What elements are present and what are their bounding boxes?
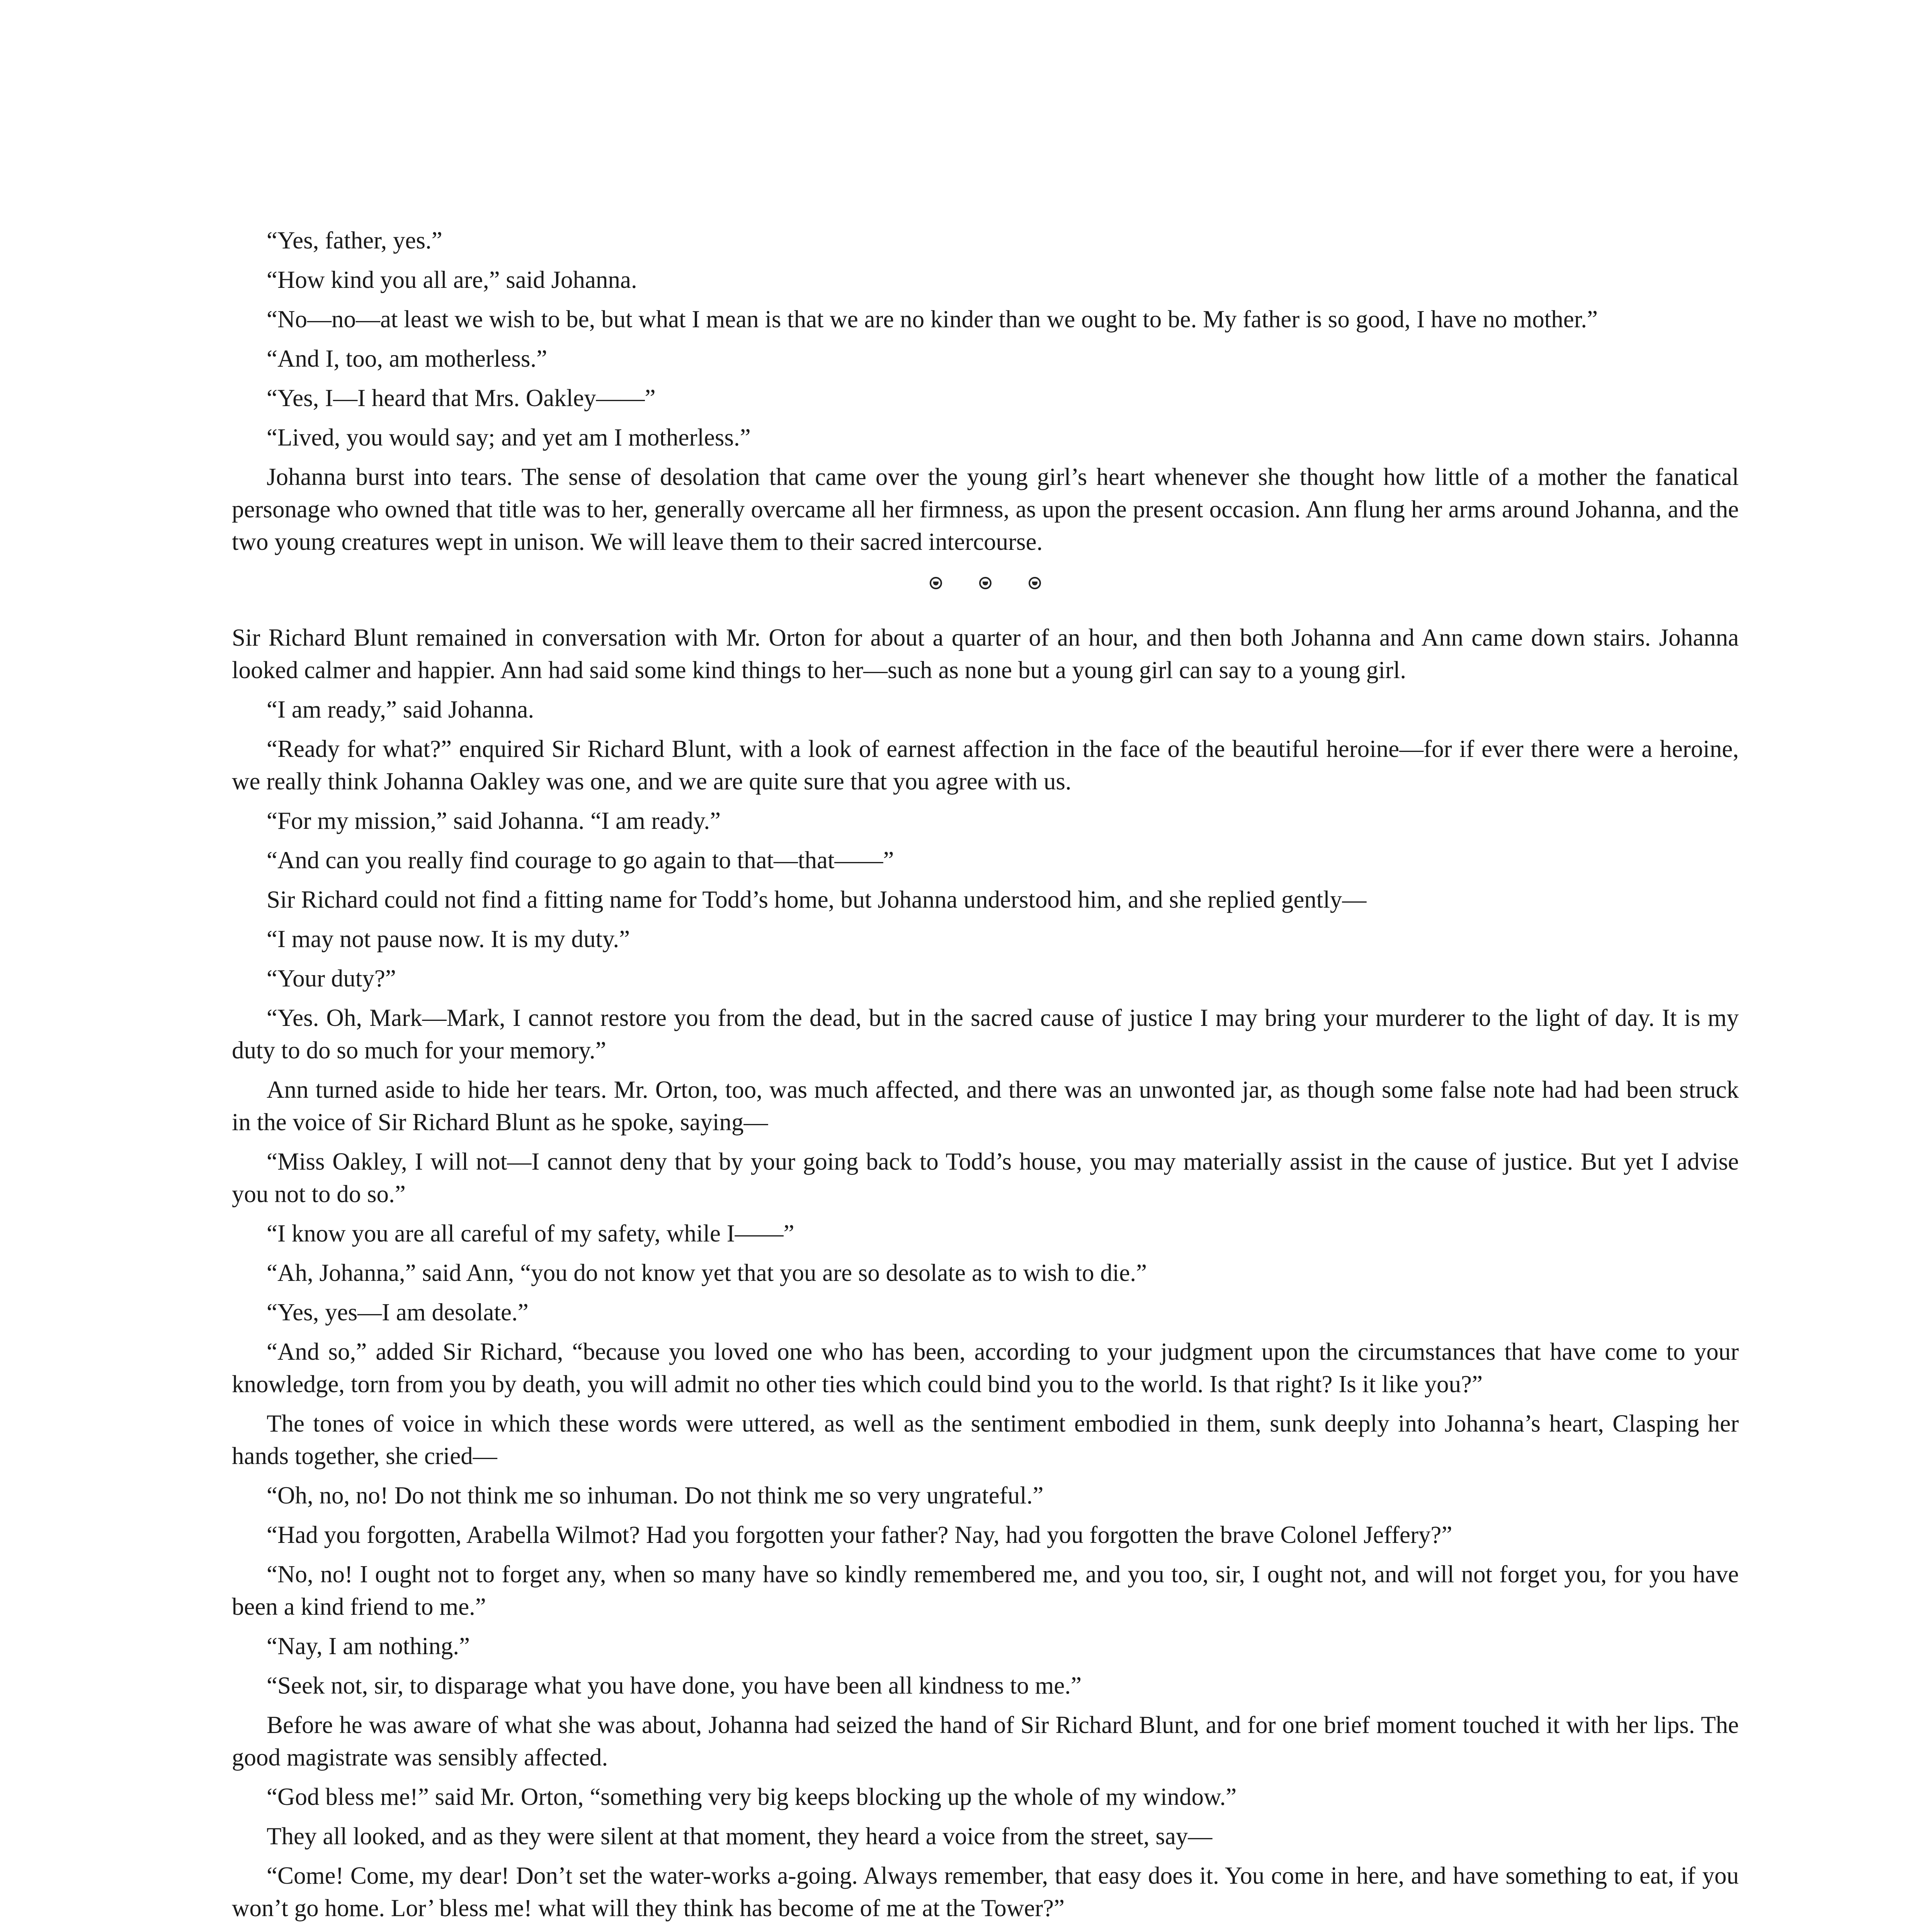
paragraph: “Lived, you would say; and yet am I motherless.” bbox=[267, 424, 751, 451]
paragraph: “Yes, yes—I am desolate.” bbox=[267, 1299, 529, 1326]
ornament-circle-icon bbox=[1029, 577, 1041, 589]
paragraph: “God bless me!” said Mr. Orton, “something very big keeps blocking up the whole of my window.” bbox=[267, 1783, 1237, 1810]
paragraph: “Miss Oakley, I will not—I cannot deny that by your going back to Todd’s house, you may materially assist in the cause of justice. But yet I advise you not to do so.” bbox=[232, 1148, 1739, 1208]
paragraph: “For my mission,” said Johanna. “I am ready.” bbox=[267, 807, 721, 834]
paragraph: “Seek not, sir, to disparage what you have done, you have been all kindness to me.” bbox=[267, 1672, 1082, 1699]
paragraph: They all looked, and as they were silent at that moment, they heard a voice from the street, say— bbox=[267, 1823, 1213, 1850]
paragraph: The tones of voice in which these words were uttered, as well as the sentiment embodied in them, sunk deeply into Johanna’s heart, Clasping her hands together, she cried— bbox=[232, 1410, 1739, 1469]
paragraph: “And so,” added Sir Richard, “because you loved one who has been, according to your judgment upon the circumstances that have come to your knowledge, torn from you by death, you will admit no other ties which could bind you to the world. Is that right? Is it like you?” bbox=[232, 1338, 1739, 1398]
section-after-break bbox=[232, 621, 1739, 1932]
paragraph: “Oh, no, no! Do not think me so inhuman. Do not think me so very ungrateful.” bbox=[267, 1482, 1044, 1509]
paragraph: “Ah, Johanna,” said Ann, “you do not know yet that you are so desolate as to wish to die.” bbox=[267, 1259, 1147, 1286]
paragraph: “Ready for what?” enquired Sir Richard Blunt, with a look of earnest affection in the face of the beautiful heroine—for if ever there were a heroine, we really think Johanna Oakley was one, and we are quite sure that you agree with us. bbox=[232, 735, 1739, 795]
paragraph: Sir Richard Blunt remained in conversation with Mr. Orton for about a quarter of an hour, and then both Johanna and Ann came down stairs. Johanna looked calmer and happier. Ann had said some kind things to her—such as none but a young girl can say to a young girl. bbox=[232, 624, 1739, 684]
paragraph: “And I, too, am motherless.” bbox=[267, 345, 548, 372]
paragraph: “How kind you all are,” said Johanna. bbox=[267, 266, 637, 293]
section-before-break bbox=[232, 224, 1739, 558]
paragraph: “Nay, I am nothing.” bbox=[267, 1633, 470, 1660]
section-separator bbox=[232, 565, 1739, 596]
paragraph: “No—no—at least we wish to be, but what I mean is that we are no kinder than we ought to be. My father is so good, I have no mother.” bbox=[267, 306, 1598, 333]
paragraph: “Had you forgotten, Arabella Wilmot? Had you forgotten your father? Nay, had you forgotten the brave Colonel Jeffery?” bbox=[267, 1521, 1452, 1548]
paragraph: Johanna burst into tears. The sense of desolation that came over the young girl’s heart whenever she thought how little of a mother the fanatical personage who owned that title was to her, generally overcame all her firmness, as upon the present occasion. Ann flung her arms around Johanna, and the two young creatures wept in unison. We will leave them to their sacred intercourse. bbox=[232, 463, 1739, 555]
paragraph: Before he was aware of what she was about, Johanna had seized the hand of Sir Richard Blunt, and for one brief moment touched it with her lips. The good magistrate was sensibly affected. bbox=[232, 1711, 1739, 1771]
ornament-circle-icon bbox=[979, 577, 992, 589]
paragraph: “Yes, father, yes.” bbox=[267, 227, 442, 254]
paragraph: “Your duty?” bbox=[267, 965, 396, 992]
paragraph: “I am ready,” said Johanna. bbox=[267, 696, 534, 723]
paragraph: “I know you are all careful of my safety, while I——” bbox=[267, 1220, 794, 1247]
paragraph: “No, no! I ought not to forget any, when so many have so kindly remembered me, and you too, sir, I ought not, and will not forget you, for you have been a kind friend to me.” bbox=[232, 1561, 1739, 1620]
paragraph: “Yes. Oh, Mark—Mark, I cannot restore you from the dead, but in the sacred cause of justice I may bring your murderer to the light of day. It is my duty to do so much for your memory.” bbox=[232, 1004, 1739, 1064]
paragraph: “I may not pause now. It is my duty.” bbox=[267, 925, 630, 952]
paragraph: Ann turned aside to hide her tears. Mr. Orton, too, was much affected, and there was an unwonted jar, as though some false note had had been struck in the voice of Sir Richard Blunt as he spoke, saying— bbox=[232, 1076, 1739, 1136]
paragraph: “And can you really find courage to go again to that—that——” bbox=[267, 847, 894, 874]
ornament-circle-icon bbox=[930, 577, 942, 589]
paragraph: “Come! Come, my dear! Don’t set the water-works a-going. Always remember, that easy does it. You come in here, and have something to eat, if you won’t go home. Lor’ bless me! what will they think has become of me at the Tower?” bbox=[232, 1862, 1739, 1922]
paragraph: “Yes, I—I heard that Mrs. Oakley——” bbox=[267, 384, 656, 412]
page-body bbox=[232, 224, 1739, 1932]
paragraph: Sir Richard could not find a fitting name for Todd’s home, but Johanna understood him, and she replied gently— bbox=[267, 886, 1367, 913]
